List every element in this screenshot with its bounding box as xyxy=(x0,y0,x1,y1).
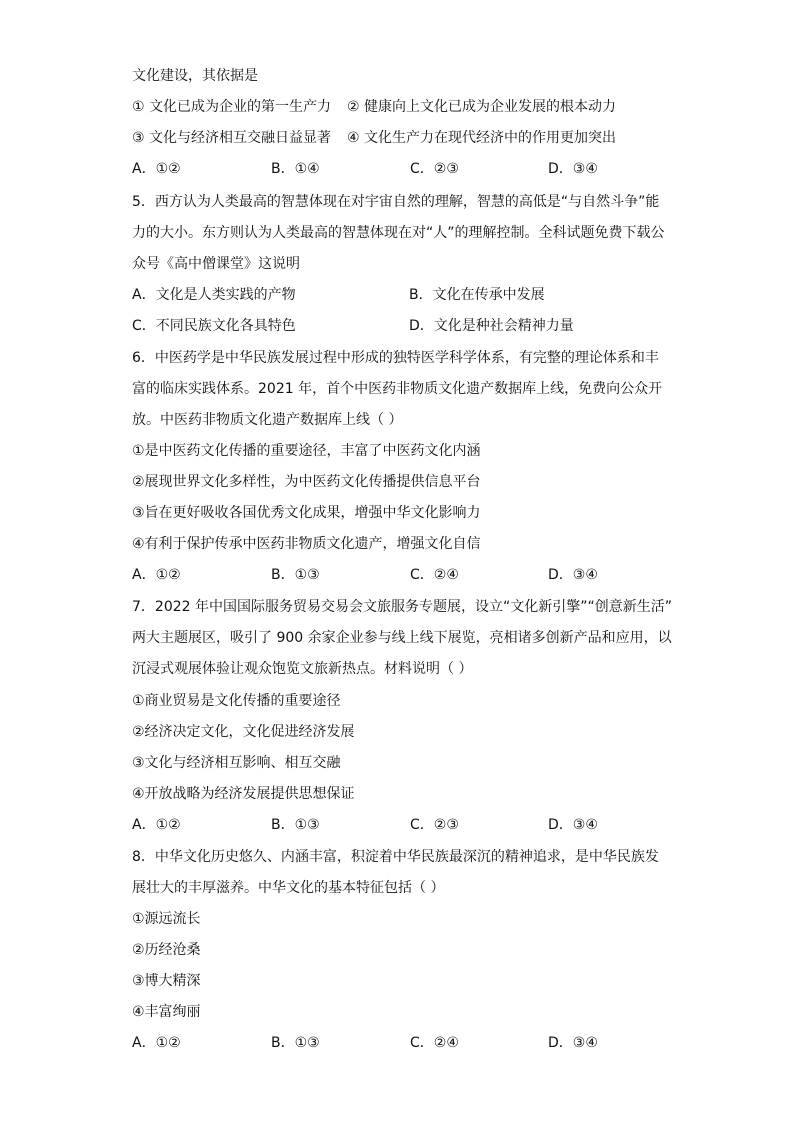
q6-statement-2: ②展现世界文化多样性，为中医药文化传播提供信息平台 xyxy=(132,474,481,490)
q5-options-row-1 xyxy=(132,285,652,305)
option-c[interactable]: C．②④ xyxy=(410,1035,459,1051)
q5-options-row-2 xyxy=(132,316,652,336)
q6-statement-3: ③旨在更好吸收各国优秀文化成果，增强中华文化影响力 xyxy=(132,505,481,521)
option-a[interactable]: A．①② xyxy=(132,1035,181,1051)
option-b[interactable]: B．①③ xyxy=(271,567,320,583)
q6-stem-line-3: 放。中医药非物质文化遗产数据库上线（ ） xyxy=(132,412,403,428)
q7-stem-line-3: 沉浸式观展体验让观众饱览文旅新热点。材料说明（ ） xyxy=(132,661,473,677)
option-c[interactable]: C．②③ xyxy=(410,161,459,177)
q8-stem-line-1: 8．中华文化历史悠久、内涵丰富，积淀着中华民族最深沉的精神追求，是中华民族发 xyxy=(132,849,659,865)
option-d[interactable]: D．③④ xyxy=(548,1035,598,1051)
option-d[interactable]: D．③④ xyxy=(548,567,598,583)
q8-statement-2: ②历经沧桑 xyxy=(132,942,201,958)
statement-text: ④ 文化生产力在现代经济中的作用更加突出 xyxy=(347,130,617,146)
statement-text: ③ 文化与经济相互交融日益显著 xyxy=(132,130,332,146)
option-b[interactable]: B．①③ xyxy=(271,817,320,833)
statement-3 xyxy=(132,128,616,148)
answer-options xyxy=(132,159,652,179)
q7-stem-line-1: 7．2022 年中国国际服务贸易交易会文旅服务专题展，设立“文化新引擎”“创意新生活” xyxy=(132,599,672,615)
option-b[interactable]: B．①④ xyxy=(271,161,320,177)
q6-stem-line-1: 6．中医药学是中华民族发展过程中形成的独特医学科学体系，有完整的理论体系和丰 xyxy=(132,350,659,366)
q7-statement-4: ④开放战略为经济发展提供思想保证 xyxy=(132,786,355,802)
option-a[interactable]: A．文化是人类实践的产物 xyxy=(132,287,296,303)
q8-statement-4: ④丰富绚丽 xyxy=(132,1004,201,1020)
q6-answer-options xyxy=(132,565,652,585)
option-b[interactable]: B．文化在传承中发展 xyxy=(409,287,545,303)
q7-statement-3: ③文化与经济相互影响、相互交融 xyxy=(132,755,341,771)
statement-text: ① 文化已成为企业的第一生产力 xyxy=(132,99,332,115)
q6-stem-line-2: 富的临床实践体系。2021 年，首个中医药非物质文化遗产数据库上线，免费向公众开 xyxy=(132,381,663,397)
q5-stem-line-1: 5．西方认为人类最高的智慧体现在对宇宙自然的理解，智慧的高低是“与自然斗争”能 xyxy=(132,194,660,210)
question-stem-line: 文化建设，其依据是 xyxy=(132,68,258,84)
option-b[interactable]: B．①③ xyxy=(271,1035,320,1051)
option-a[interactable]: A．①② xyxy=(132,161,181,177)
q7-statement-1: ①商业贸易是文化传播的重要途径 xyxy=(132,693,341,709)
q5-stem-line-3: 众号《高中僧课堂》这说明 xyxy=(132,256,300,272)
statement-text: ② 健康向上文化已成为企业发展的根本动力 xyxy=(347,99,617,115)
q8-answer-options xyxy=(132,1033,652,1053)
q7-answer-options xyxy=(132,815,652,835)
option-c[interactable]: C．②④ xyxy=(410,567,459,583)
q8-stem-line-2: 展壮大的丰厚滋养。中华文化的基本特征包括（ ） xyxy=(132,880,445,896)
option-c[interactable]: C．②③ xyxy=(410,817,459,833)
option-d[interactable]: D．文化是种社会精神力量 xyxy=(409,318,574,334)
option-c[interactable]: C．不同民族文化各具特色 xyxy=(132,318,296,334)
q5-stem-line-2: 力的大小。东方则认为人类最高的智慧体现在对“人”的理解控制。全科试题免费下载公 xyxy=(132,225,665,241)
q7-stem-line-2: 两大主题展区，吸引了 900 余家企业参与线上线下展览，亮相诸多创新产品和应用，以 xyxy=(132,630,672,646)
q7-statement-2: ②经济决定文化，文化促进经济发展 xyxy=(132,724,355,740)
option-a[interactable]: A．①② xyxy=(132,567,181,583)
option-d[interactable]: D．③④ xyxy=(548,161,598,177)
q6-statement-4: ④有利于保护传承中医药非物质文化遗产，增强文化自信 xyxy=(132,536,481,552)
statement-1 xyxy=(132,97,616,117)
option-a[interactable]: A．①② xyxy=(132,817,181,833)
q8-statement-3: ③博大精深 xyxy=(132,973,201,989)
q8-statement-1: ①源远流长 xyxy=(132,911,201,927)
option-d[interactable]: D．③④ xyxy=(548,817,598,833)
q6-statement-1: ①是中医药文化传播的重要途径，丰富了中医药文化内涵 xyxy=(132,443,481,459)
